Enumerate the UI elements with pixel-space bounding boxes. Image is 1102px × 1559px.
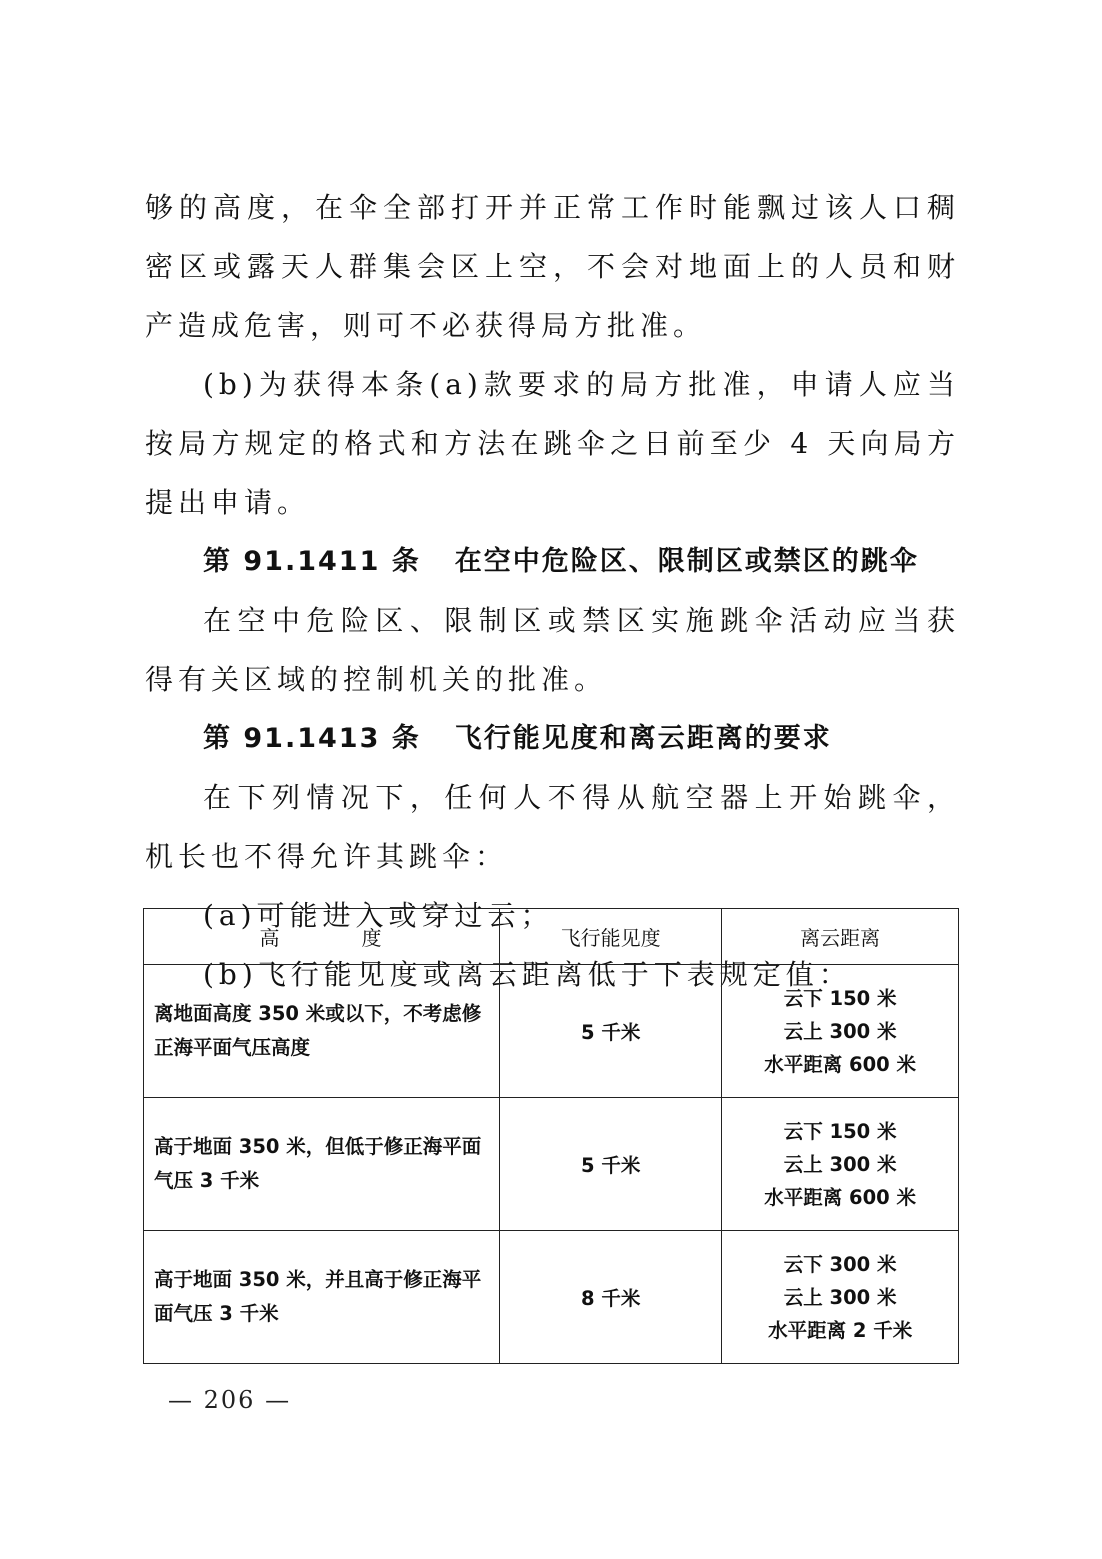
table-header-row bbox=[144, 909, 959, 965]
cell-visibility: 5 千米 bbox=[500, 965, 722, 1098]
cell-cloud-distance: 云下 150 米 云上 300 米 水平距离 600 米 bbox=[722, 965, 959, 1098]
header-altitude: 高 度 bbox=[144, 909, 500, 965]
cell-altitude: 高于地面 350 米，但低于修正海平面气压 3 千米 bbox=[144, 1098, 500, 1231]
paragraph-restricted-area: 在空中危险区、限制区或禁区实施跳伞活动应当获得有关区域的控制机关的批准。 bbox=[145, 604, 960, 696]
paragraph-item-a: (a)可能进入或穿过云； bbox=[203, 899, 554, 932]
section-heading-91-1413 bbox=[145, 709, 960, 768]
cell-cloud-distance: 云下 300 米 云上 300 米 水平距离 2 千米 bbox=[722, 1231, 959, 1364]
section-number: 第 91.1411 条 bbox=[203, 546, 421, 577]
table-row bbox=[144, 1098, 959, 1231]
cell-visibility: 8 千米 bbox=[500, 1231, 722, 1364]
paragraph-continuation: 够的高度，在伞全部打开并正常工作时能飘过该人口稠密区或露天人群集会区上空，不会对地面上的人员和财产造成危害，则可不必获得局方批准。 bbox=[145, 191, 960, 342]
cell-altitude: 高于地面 350 米，并且高于修正海平面气压 3 千米 bbox=[144, 1231, 500, 1364]
header-cloud-distance: 离云距离 bbox=[722, 909, 959, 965]
cell-cloud-distance: 云下 150 米 云上 300 米 水平距离 600 米 bbox=[722, 1098, 959, 1231]
table-row bbox=[144, 1231, 959, 1364]
cell-visibility: 5 千米 bbox=[500, 1098, 722, 1231]
paragraph-item-b: (b)飞行能见度或离云距离低于下表规定值： bbox=[203, 958, 852, 991]
document-body bbox=[145, 178, 960, 1004]
page-number: — 206 — bbox=[168, 1386, 292, 1414]
paragraph-conditions: 在下列情况下，任何人不得从航空器上开始跳伞，机长也不得允许其跳伞： bbox=[145, 781, 960, 873]
section-number: 第 91.1413 条 bbox=[203, 723, 421, 754]
section-heading-91-1411 bbox=[145, 532, 960, 591]
table-row bbox=[144, 965, 959, 1098]
section-title: 飞行能见度和离云距离的要求 bbox=[454, 723, 832, 754]
section-title: 在空中危险区、限制区或禁区的跳伞 bbox=[454, 546, 919, 577]
paragraph-b-application: (b)为获得本条(a)款要求的局方批准，申请人应当按局方规定的格式和方法在跳伞之日前至少 4 天向局方提出申请。 bbox=[145, 368, 960, 519]
header-visibility: 飞行能见度 bbox=[500, 909, 722, 965]
visibility-requirements-table bbox=[143, 908, 959, 1364]
cell-altitude: 离地面高度 350 米或以下，不考虑修正海平面气压高度 bbox=[144, 965, 500, 1098]
